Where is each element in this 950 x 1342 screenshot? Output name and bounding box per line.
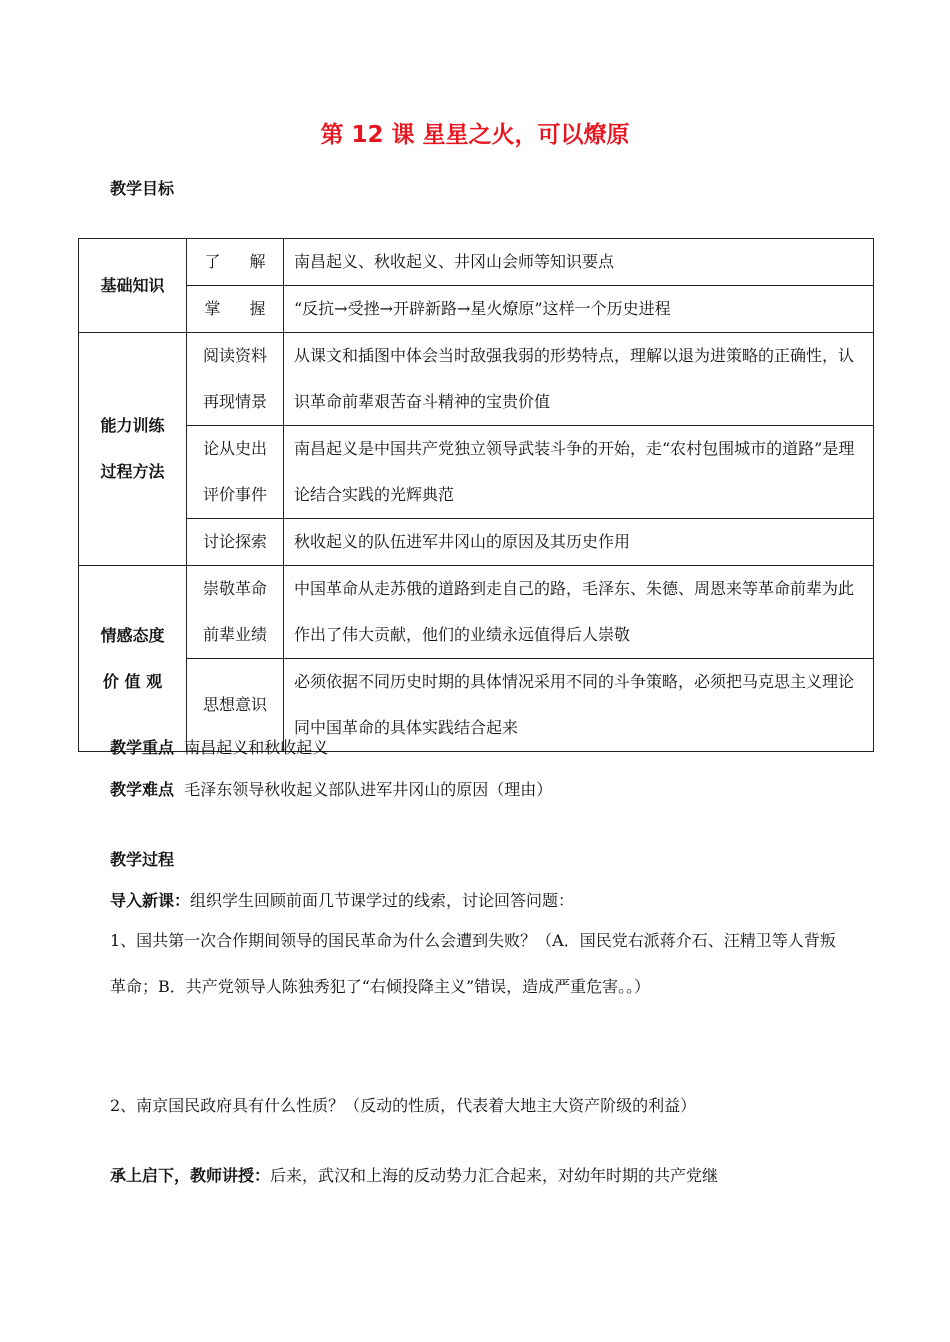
method-cell: 崇敬革命 前辈业绩	[187, 566, 284, 659]
key-point: 教学重点 南昌起义和秋收起义	[110, 738, 329, 757]
content-cell: 南昌起义、秋收起义、井冈山会师等知识要点	[284, 239, 874, 286]
process-heading: 教学过程	[110, 850, 175, 869]
table-row	[79, 286, 874, 333]
method-cell: 掌 握	[187, 286, 284, 333]
table-row	[79, 426, 874, 519]
table-row	[79, 519, 874, 566]
content-cell: 南昌起义是中国共产党独立领导武装斗争的开始，走“农村包围城市的道路”是理论结合实践的光辉典范	[284, 426, 874, 519]
content-cell: 中国革命从走苏俄的道路到走自己的路，毛泽东、朱德、周恩来等革命前辈为此作出了伟大贡献，他们的业绩永远值得后人崇敬	[284, 566, 874, 659]
objectives-table	[78, 238, 874, 752]
category-basic: 基础知识	[79, 239, 187, 333]
question-2: 2、南京国民政府具有什么性质？（反动的性质，代表着大地主大资产阶级的利益）	[110, 1096, 697, 1115]
difficulty: 教学难点 毛泽东领导秋收起义部队进军井冈山的原因（理由）	[110, 780, 553, 799]
transition-paragraph: 承上启下，教师讲授：后来，武汉和上海的反动势力汇合起来，对幼年时期的共产党继	[110, 1166, 719, 1185]
content-cell: 秋收起义的队伍进军井冈山的原因及其历史作用	[284, 519, 874, 566]
question-1: 1、国共第一次合作期间领导的国民革命为什么会遭到失败？（A．国民党右派蒋介石、汪精卫等人背叛革命；B．共产党领导人陈独秀犯了“右倾投降主义”错误，造成严重危害。。）	[110, 931, 836, 996]
lesson-title: 第 12 课 星星之火，可以燎原	[320, 122, 630, 148]
intro-paragraph: 导入新课：组织学生回顾前面几节课学过的线索，讨论回答问题：	[110, 891, 575, 910]
method-cell: 阅读资料 再现情景	[187, 333, 284, 426]
content-cell: 从课文和插图中体会当时敌强我弱的形势特点，理解以退为进策略的正确性，认识革命前辈艰苦奋斗精神的宝贵价值	[284, 333, 874, 426]
method-cell: 思想意识	[187, 659, 284, 752]
table-row	[79, 333, 874, 426]
method-cell: 了 解	[187, 239, 284, 286]
table-row	[79, 239, 874, 286]
objectives-heading: 教学目标	[110, 179, 175, 198]
content-cell: 必须依据不同历史时期的具体情况采用不同的斗争策略，必须把马克思主义理论同中国革命的具体实践结合起来	[284, 659, 874, 752]
category-ability: 能力训练 过程方法	[79, 333, 187, 566]
method-cell: 讨论探索	[187, 519, 284, 566]
content-cell: “反抗→受挫→开辟新路→星火燎原”这样一个历史进程	[284, 286, 874, 333]
method-cell: 论从史出 评价事件	[187, 426, 284, 519]
category-emotion: 情感态度 价 值 观	[79, 566, 187, 752]
table-row	[79, 566, 874, 659]
